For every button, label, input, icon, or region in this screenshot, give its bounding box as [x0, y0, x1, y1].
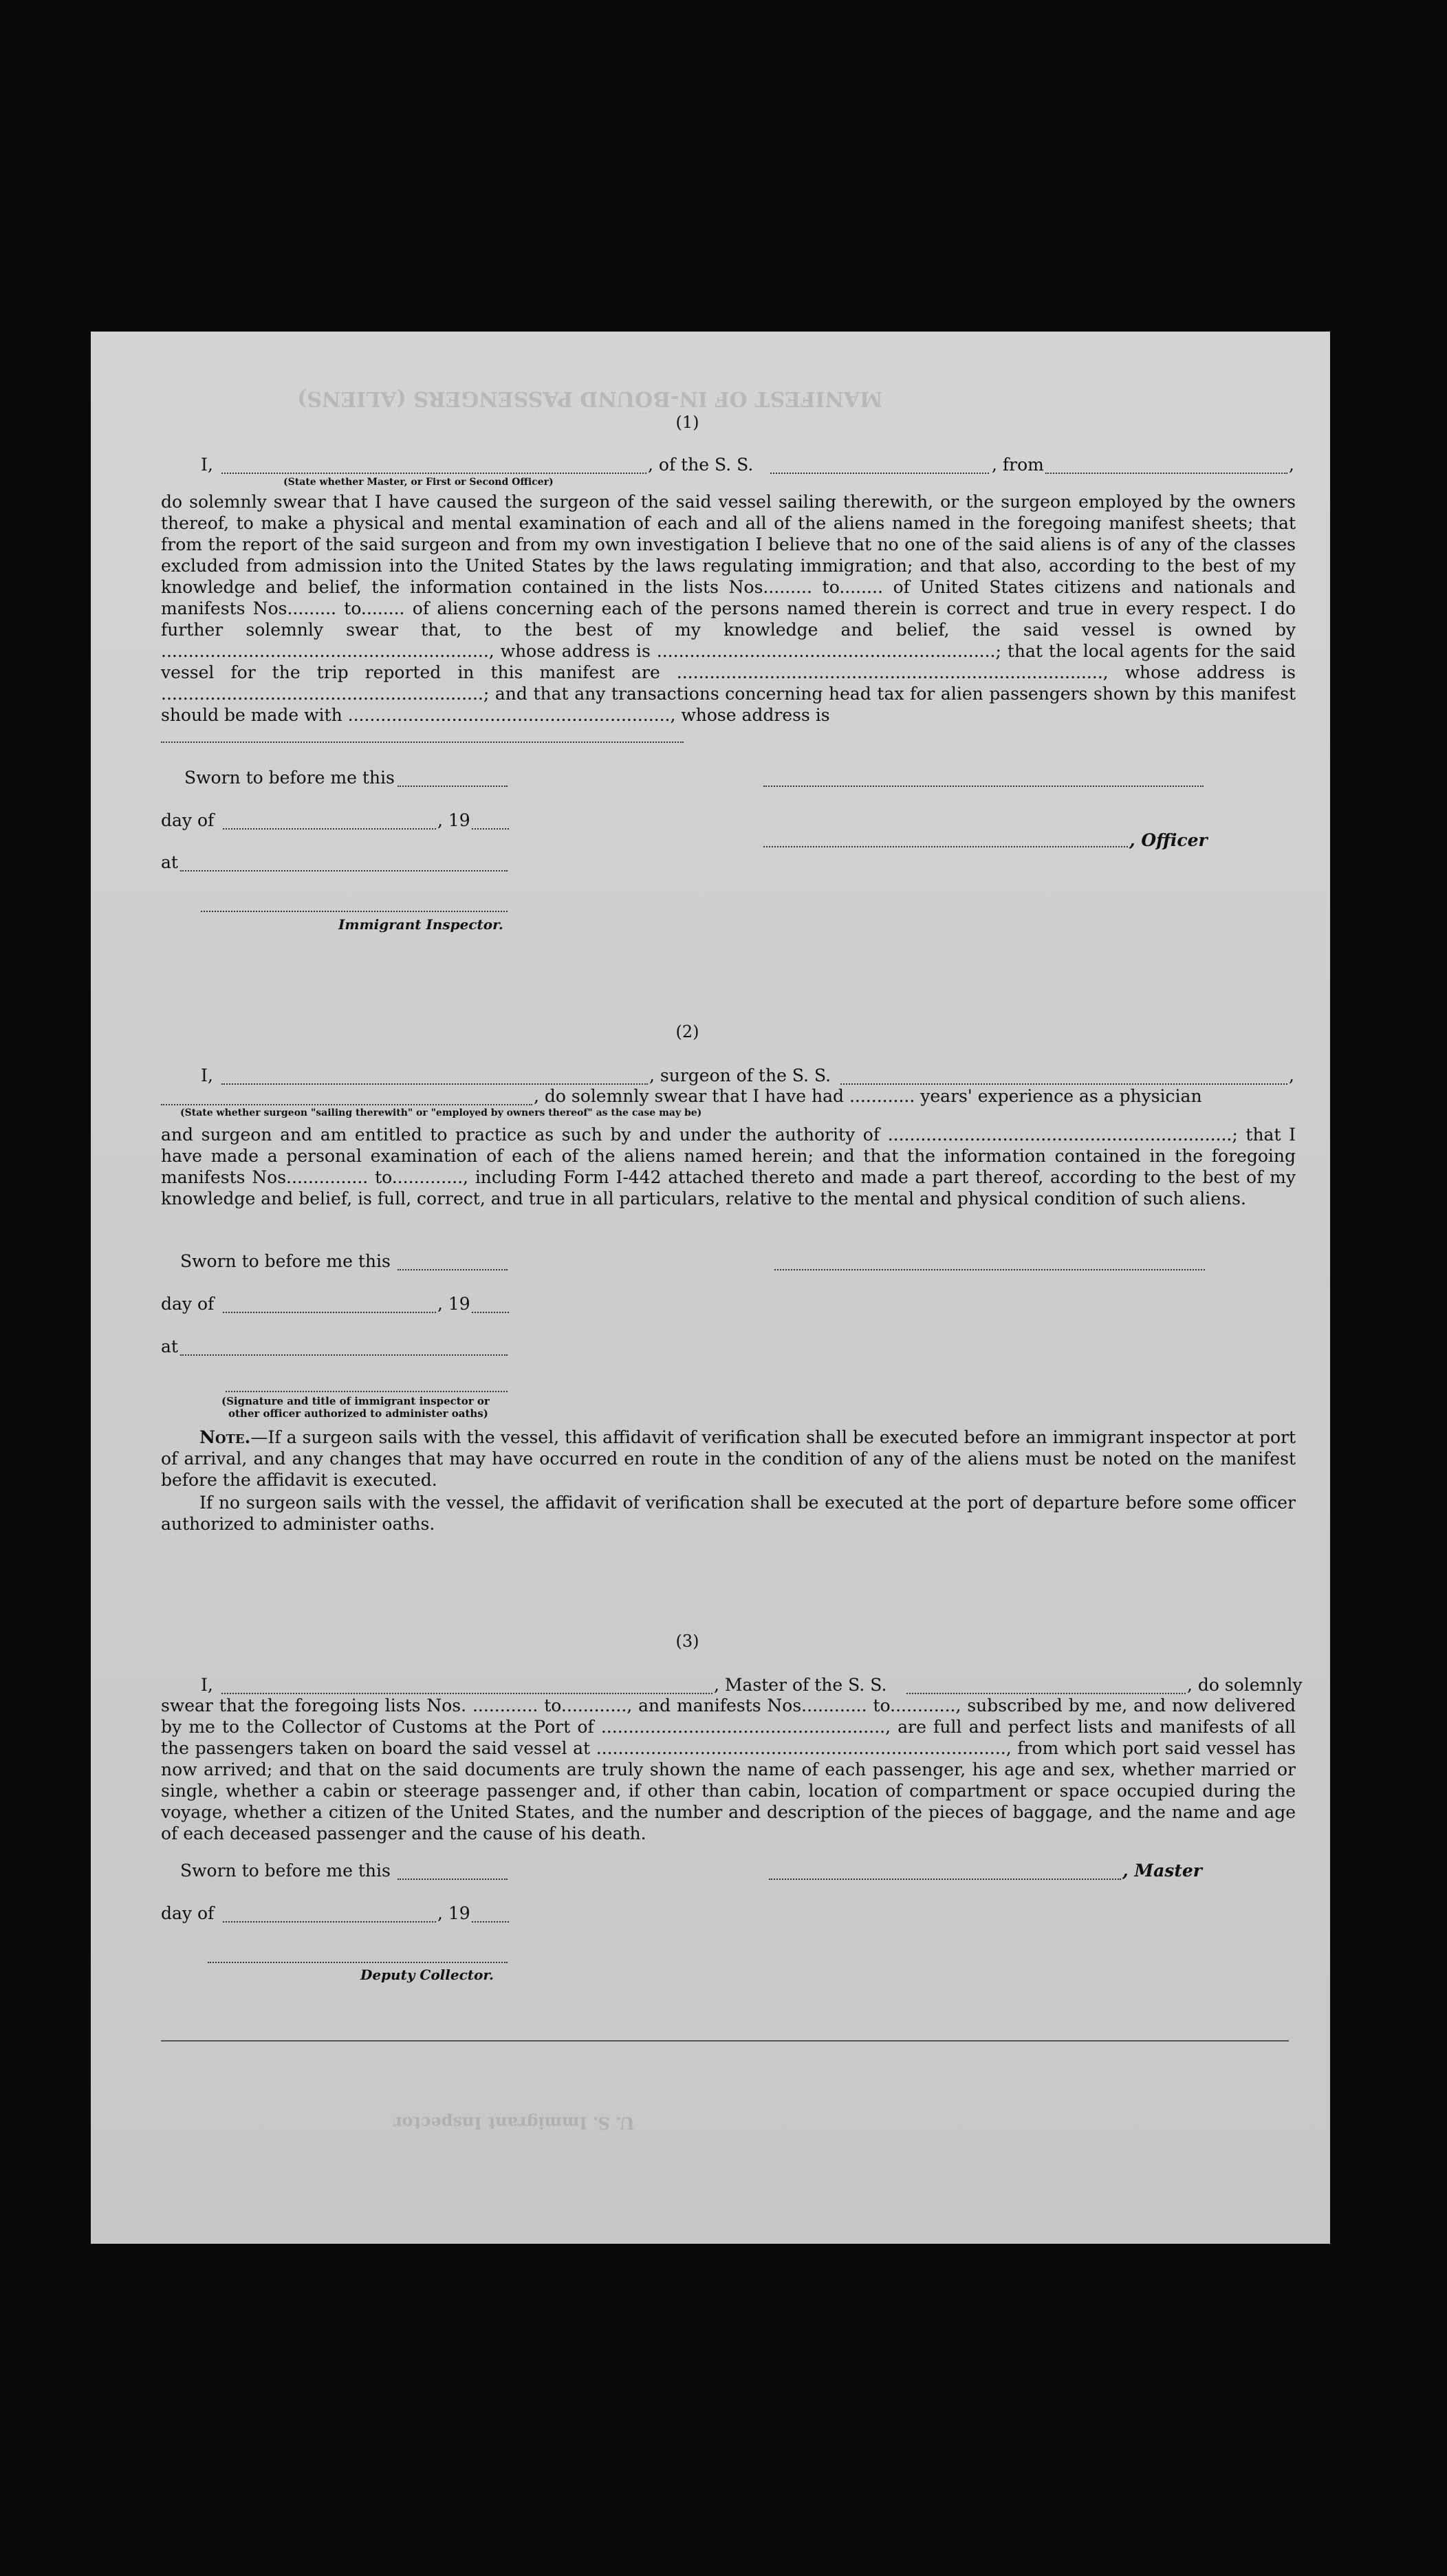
s3-paragraph: swear that the foregoing lists Nos. ............ to............, and manifests Nos............ to............, subscribed by me, and now delivered by me to the Collector of Customs at the Port of ...................................................., are full and perfect lists and manifests of all the passengers taken on board the said vessel at ..........................................................................., from which port said vessel has now arrived; and that on the said documents are truly shown the name of each passenger, his age and sex, whether married or single, whether a cabin or steerage passenger and, if other than cabin, location of compartment or space occupied during the voyage, whether a citizen of the United States, and the number and description of the pieces of baggage, and the name and age of each deceased passenger and the cause of his death.: [161, 1696, 1296, 1843]
s3-day-blank: [223, 1921, 436, 1923]
s1-right-signature-blank: [763, 786, 1204, 787]
s1-officer-blank: [221, 473, 646, 474]
s2-line1-i: I,: [201, 1065, 213, 1085]
s3-day-label: day of: [161, 1903, 215, 1923]
s1-year-blank: [472, 828, 509, 830]
s3-sworn-label: Sworn to before me this: [180, 1861, 391, 1881]
s2-signature-blank: [226, 1391, 508, 1392]
s1-year-label: , 19: [437, 810, 470, 830]
s3-line1-master: , Master of the S. S.: [714, 1675, 887, 1695]
s1-line1-end: ,: [1289, 455, 1294, 475]
s2-sig-caption-1: (Signature and title of immigrant inspector or: [221, 1395, 490, 1407]
s1-day-blank: [223, 828, 436, 830]
s1-sworn-label: Sworn to before me this: [184, 768, 395, 788]
s3-collector-signature-blank: [208, 1962, 508, 1963]
s3-sworn-blank: [398, 1879, 508, 1880]
bleed-through-title: MANIFEST OF IN-BOUND PASSENGERS (ALIENS): [297, 387, 883, 411]
s2-line1-surgeon: , surgeon of the S. S.: [649, 1065, 831, 1085]
s1-from-blank: [1045, 473, 1287, 474]
s2-sig-caption-2: other officer authorized to administer oaths): [228, 1407, 488, 1420]
s2-paragraph: and surgeon and am entitled to practice as such by and under the authority of ...............................................................; that I have made a personal examination of each of the aliens named herein; and that the information contained in the foregoing manifests Nos............... to............., including Form I-442 attached thereto and made a part thereof, according to the best of my knowledge and belief, is full, correct, and true in all particulars, relative to the mental and physical condition of such aliens.: [161, 1125, 1296, 1209]
s1-line1-from: , from: [992, 455, 1044, 475]
s2-line2: , do solemnly swear that I have had ............ years' experience as a physician: [534, 1086, 1202, 1106]
s2-year-blank: [472, 1312, 509, 1313]
s2-sworn-blank: [398, 1269, 508, 1270]
bleed-through-footer: U. S. Immigrant Inspector: [393, 2113, 635, 2133]
s2-at-label: at: [161, 1336, 178, 1356]
s3-collector-label: Deputy Collector.: [360, 1967, 494, 1983]
s1-at-label: at: [161, 852, 178, 872]
s2-vessel-blank: [840, 1083, 1287, 1085]
s3-master-signature-blank: [769, 1879, 1121, 1880]
s3-year-blank: [472, 1921, 509, 1923]
s1-line1-i: I,: [201, 455, 213, 475]
s1-inspector-signature-blank: [201, 911, 508, 912]
s1-continuation-blank: [161, 742, 684, 743]
s1-sworn-blank: [398, 786, 508, 787]
s3-master-label: , Master: [1122, 1861, 1202, 1881]
s2-note: [161, 1427, 1296, 1491]
s3-vessel-blank: [906, 1693, 1186, 1694]
s2-at-blank: [180, 1354, 508, 1356]
s2-day-label: day of: [161, 1294, 215, 1314]
bottom-rule: [161, 2040, 1289, 2042]
s3-line1-i: I,: [201, 1675, 213, 1695]
s2-line1-end: ,: [1289, 1065, 1294, 1085]
s1-paragraph: do solemnly swear that I have caused the surgeon of the said vessel sailing therewith, or the surgeon employed by the owners thereof, to make a physical and mental examination of each and all of the aliens named in the foregoing manifest sheets; that from the report of the said surgeon and from my own investigation I believe that no one of the said aliens is of any of the classes excluded from admission into the United States by the laws regulating immigration; and that also, according to the best of my knowledge and belief, the information contained in the lists Nos......... to........ of United States citizens and nationals and manifests Nos......... to........ of aliens concerning each of the persons named therein is correct and true in every respect. I do further solemnly swear that, to the best of my knowledge and belief, the said vessel is owned by ............................................................, whose address is ..............................................................; that the local agents for the said vessel for the trip reported in this manifest are .............................................................................., whose address is ...........................................................; and that any transactions concerning head tax for alien passengers shown by this manifest should be made with ..........................................................., whose address is: [161, 492, 1296, 725]
s1-officer-label: , Officer: [1129, 830, 1208, 850]
section-2-number: (2): [675, 1022, 699, 1041]
s1-caption: (State whether Master, or First or Second Officer): [283, 477, 554, 488]
s2-day-blank: [223, 1312, 436, 1313]
s3-line1-end: , do solemnly: [1187, 1675, 1303, 1695]
s2-status-blank: [161, 1104, 532, 1105]
s1-officer-signature-blank: [763, 846, 1128, 847]
s2-year-label: , 19: [437, 1294, 470, 1314]
s3-name-blank: [221, 1693, 712, 1694]
s1-line1-ofss: , of the S. S.: [648, 455, 754, 475]
s2-right-signature-blank: [774, 1269, 1205, 1270]
s3-year-label: , 19: [437, 1903, 470, 1923]
s2-note-2: If no surgeon sails with the vessel, the affidavit of verification shall be executed at the port of departure before some officer authorized to administer oaths.: [161, 1493, 1296, 1534]
s2-name-blank: [221, 1083, 648, 1085]
s1-day-label: day of: [161, 810, 215, 830]
s2-caption: (State whether surgeon "sailing therewith" or "employed by owners thereof" as the case may be): [180, 1107, 702, 1118]
s2-note-text: —If a surgeon sails with the vessel, this affidavit of verification shall be executed before an immigrant inspector at port of arrival, and any changes that may have occurred en route in the condition of any of the aliens must be noted on the manifest before the affidavit is executed.: [161, 1427, 1296, 1490]
s2-note-label: Note.: [199, 1427, 251, 1447]
section-1-number: (1): [675, 413, 699, 432]
section-3-number: (3): [675, 1632, 699, 1651]
s2-sworn-label: Sworn to before me this: [180, 1251, 391, 1271]
s1-vessel-blank: [770, 473, 989, 474]
manifest-back-sheet: [91, 332, 1330, 2244]
s1-at-blank: [180, 870, 508, 872]
s1-inspector-label: Immigrant Inspector.: [338, 916, 503, 933]
